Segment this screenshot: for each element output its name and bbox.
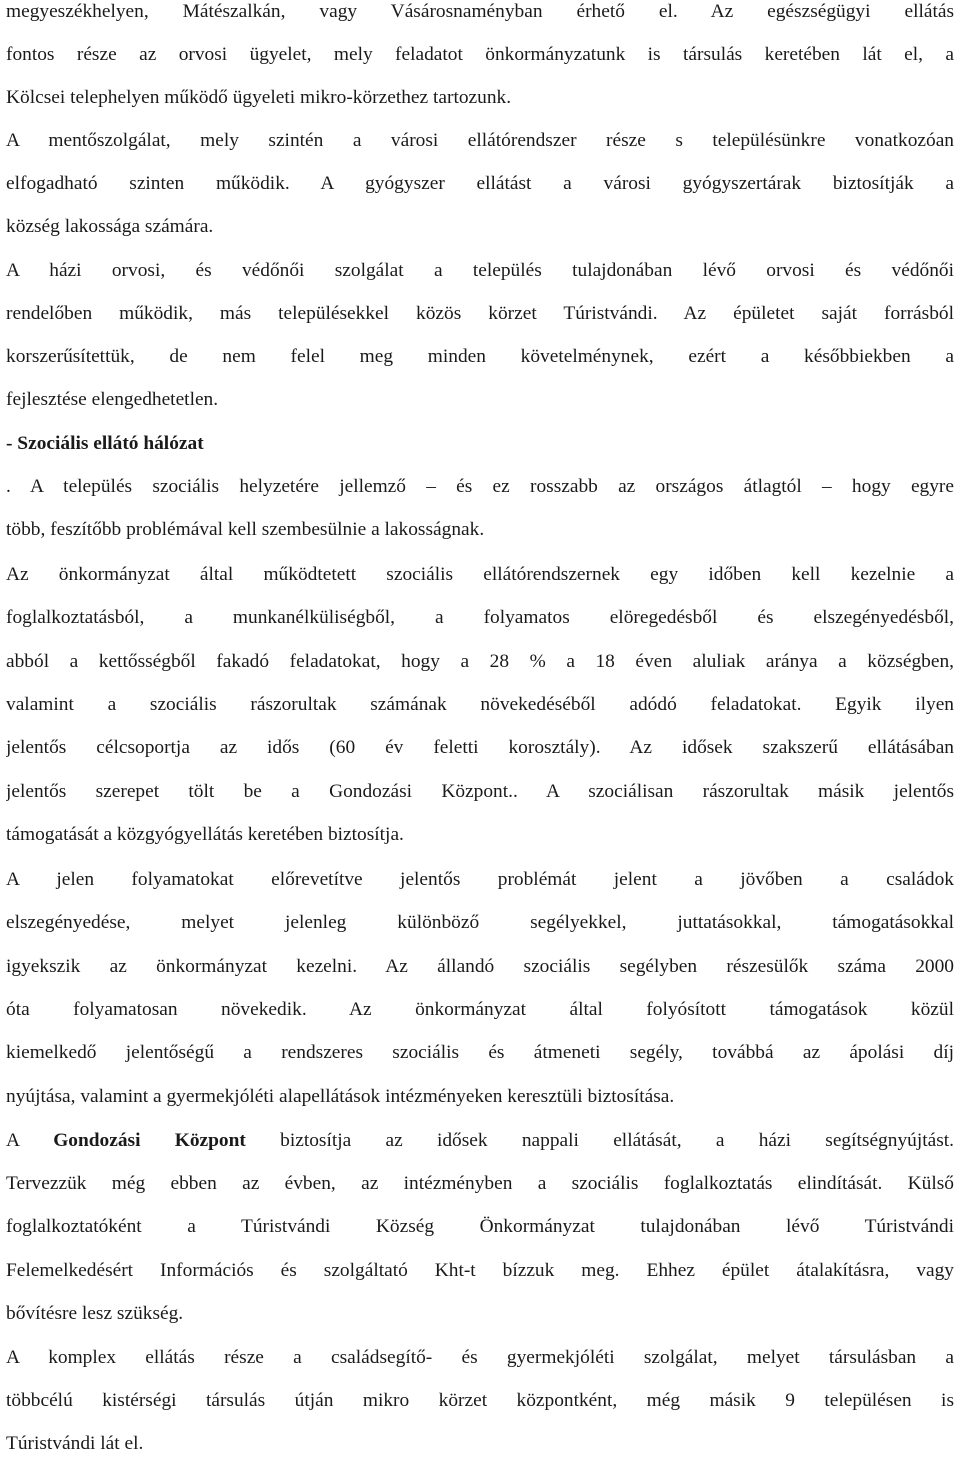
text-run: A xyxy=(6,1130,54,1151)
text-line: . A település szociális helyzetére jellemző – és ez rosszabb az országos átlagtól – hogy egyre xyxy=(6,476,954,497)
text-line: többcélú kistérségi társulás útján mikro körzet központként, még másik 9 településen is xyxy=(6,1390,954,1411)
text-line: elszegényedése, melyet jelenleg különböző segélyekkel, juttatásokkal, támogatásokkal xyxy=(6,912,954,933)
text-line: több, feszítőbb problémával kell szembesülnie a lakosságnak. xyxy=(6,519,485,540)
text-line: abból a kettősségből fakadó feladatokat, hogy a 28 % a 18 éven aluliak aránya a községben, xyxy=(6,651,954,672)
text-line: bővítésre lesz szükség. xyxy=(6,1303,184,1324)
text-line: jelentős szerepet tölt be a Gondozási Központ.. A szociálisan rászorultak másik jelentős xyxy=(6,781,954,802)
text-line: A házi orvosi, és védőnői szolgálat a település tulajdonában lévő orvosi és védőnői xyxy=(6,260,954,281)
text-line: fejlesztése elengedhetetlen. xyxy=(6,389,219,410)
text-line: Túristvándi lát el. xyxy=(6,1433,144,1454)
text-line: Felemelkedésért Információs és szolgáltató Kht-t bízzuk meg. Ehhez épület átalakításra, vagy xyxy=(6,1260,954,1281)
text-line: kiemelkedő jelentőségű a rendszeres szociális és átmeneti segély, továbbá az ápolási díj xyxy=(6,1042,954,1063)
section-heading: - Szociális ellátó hálózat xyxy=(6,433,204,454)
text-line: korszerűsítettük, de nem felel meg minden követelménynek, ezért a későbbiekben a xyxy=(6,346,954,367)
text-line: rendelőben működik, más településekkel közös körzet Túristvándi. Az épületet saját forrásból xyxy=(6,303,954,324)
text-line-gondozasi xyxy=(6,1126,954,1156)
text-line: támogatását a közgyógyellátás keretében biztosítja. xyxy=(6,824,404,845)
text-line: valamint a szociális rászorultak számának növekedéséből adódó feladatokat. Egyik ilyen xyxy=(6,694,954,715)
text-line: község lakossága számára. xyxy=(6,216,214,237)
text-line: Az önkormányzat által működtetett szociális ellátórendszernek egy időben kell kezelnie a xyxy=(6,564,954,585)
text-run: biztosítja az idősek nappali ellátását, a házi segítségnyújtást. xyxy=(245,1130,954,1151)
text-line: igyekszik az önkormányzat kezelni. Az állandó szociális segélyben részesülők száma 2000 xyxy=(6,956,954,977)
text-line: jelentős célcsoportja az idős (60 év feletti korosztály). Az idősek szakszerű ellátásában xyxy=(6,737,954,758)
text-line: A mentőszolgálat, mely szintén a városi ellátórendszer része s településünkre vonatkozóan xyxy=(6,130,954,151)
text-line: fontos része az orvosi ügyelet, mely feladatot önkormányzatunk is társulás keretében lát el, a xyxy=(6,44,954,65)
bold-term: Gondozási Központ xyxy=(53,1130,246,1151)
text-line: A komplex ellátás része a családsegítő- és gyermekjóléti szolgálat, melyet társulásban a xyxy=(6,1347,954,1368)
text-line: elfogadható szinten működik. A gyógyszer ellátást a városi gyógyszertárak biztosítják a xyxy=(6,173,954,194)
text-line: óta folyamatosan növekedik. Az önkormányzat által folyósított támogatások közül xyxy=(6,999,954,1020)
text-line: foglalkoztatóként a Túristvándi Község Önkormányzat tulajdonában lévő Túristvándi xyxy=(6,1216,954,1237)
text-line: foglalkoztatásból, a munkanélküliségből, a folyamatos elöregedésből és elszegényedésből, xyxy=(6,607,954,628)
text-line: nyújtása, valamint a gyermekjóléti alapellátások intézményeken keresztüli biztosítása. xyxy=(6,1086,675,1107)
text-line: megyeszékhelyen, Mátészalkán, vagy Vásárosnaményban érhető el. Az egészségügyi ellátás xyxy=(6,1,954,22)
text-line: A jelen folyamatokat előrevetítve jelentős problémát jelent a jövőben a családok xyxy=(6,869,954,890)
text-line: Kölcsei telephelyen működő ügyeleti mikro-körzethez tartozunk. xyxy=(6,87,512,108)
text-line: Tervezzük még ebben az évben, az intézményben a szociális foglalkoztatás elindítását. Külső xyxy=(6,1173,954,1194)
